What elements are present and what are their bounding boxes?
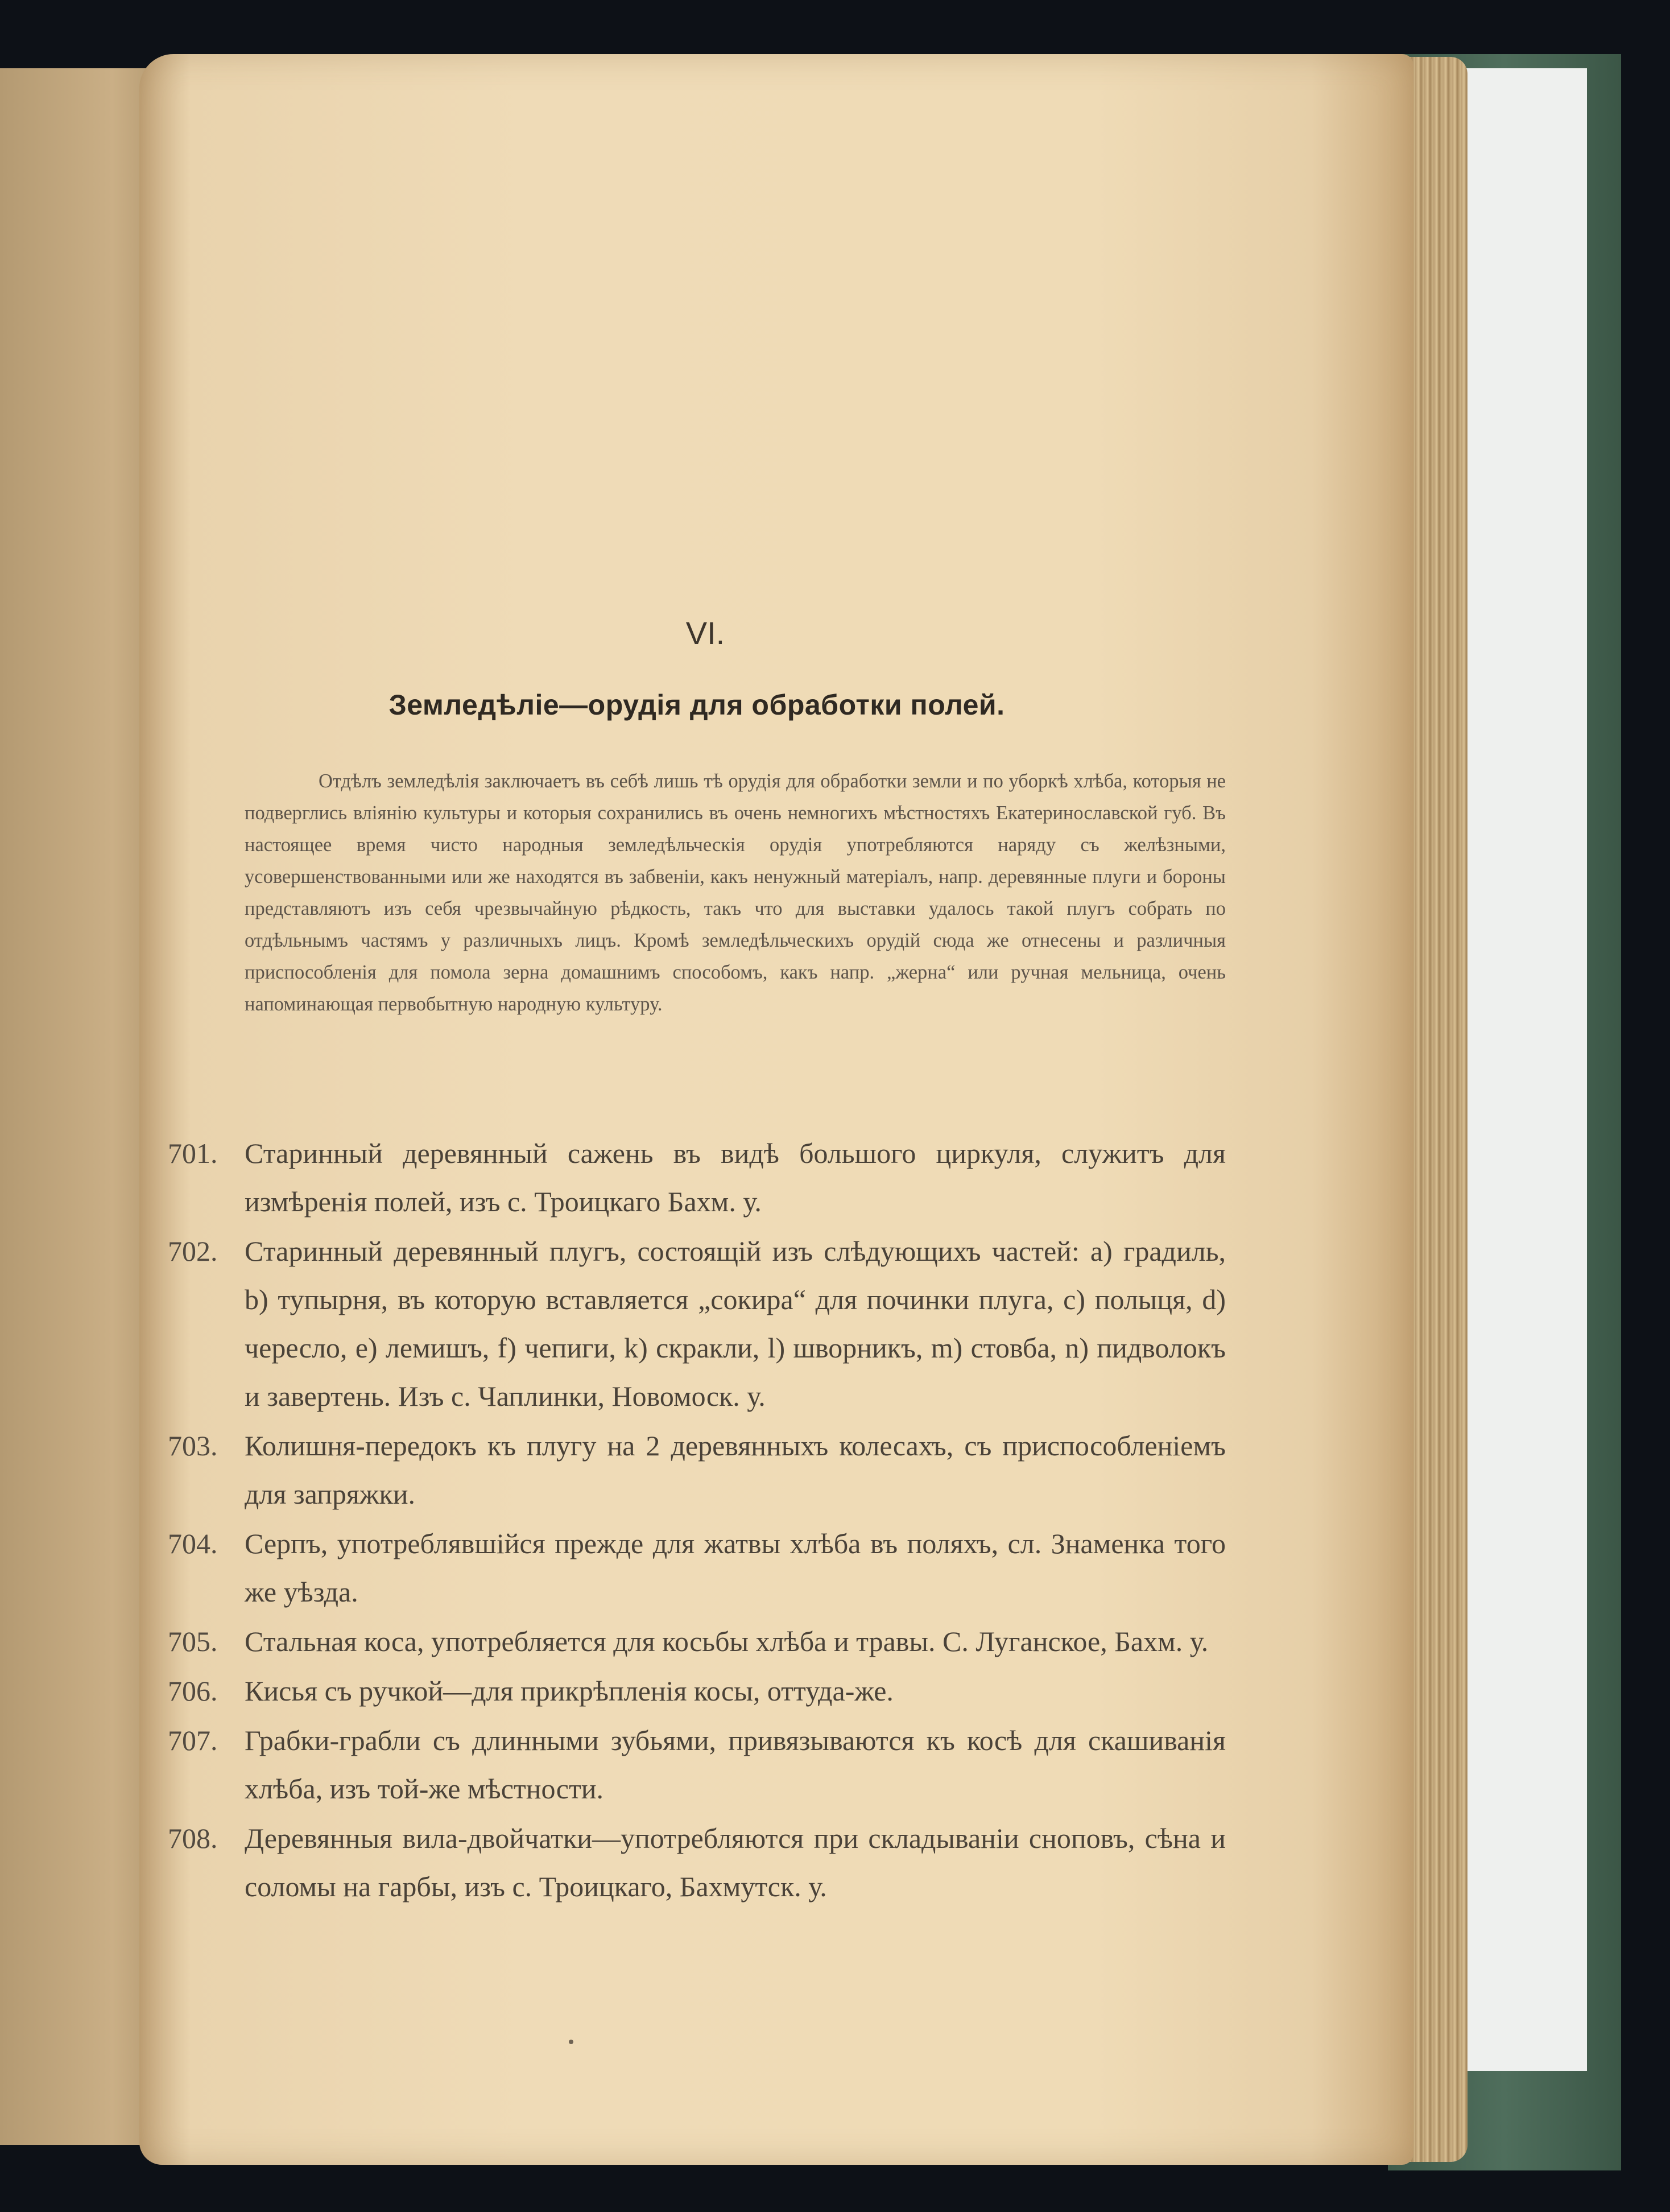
list-item [168,1617,1229,1666]
list-item [168,1667,1229,1715]
entry-number: 703. [168,1430,218,1462]
entry-text: Старинный деревянный сажень въ видѣ большого циркуля, служитъ для измѣренія полей, изъ с. Троицкаго Бахм. у. [245,1137,1226,1218]
entry-number: 704. [168,1528,218,1559]
section-number: VI. [685,615,725,651]
entry-number: 706. [168,1675,218,1707]
entry-text: Кисья съ ручкой—для прикрѣпленія косы, оттуда-же. [245,1675,894,1707]
entry-text: Деревянныя вила-двойчатки—употребляются при складываніи сноповъ, сѣна и соломы на гарбы, изъ с. Троицкаго, Бахмутск. у. [245,1822,1226,1903]
intro-paragraph: Отдѣлъ земледѣлія заключаетъ въ себѣ лишь тѣ орудія для обработки земли и по уборкѣ хлѣба, которыя не подверглись вліянію культуры и которыя сохранились въ очень немногихъ мѣстностяхъ Екатеринославской губ. Въ настоящее время чисто народныя земледѣльческія орудія употребляются наряду съ желѣзными, усовершенствованными или же находятся въ забвеніи, какъ ненужный матеріалъ, напр. деревянные плуги и бороны представляютъ изъ себя чрезвычайную рѣдкость, такъ что для выставки удалось такой плугъ собрать по отдѣльнымъ частямъ у различныхъ лицъ. Кромѣ земледѣльческихъ орудій сюда же отнесены и различныя приспособленія для помола зерна домашнимъ способомъ, какъ напр. „жерна“ или ручная мельница, очень напоминающая первобытную народную культуру. [245,770,1226,1015]
entry-text: Стальная коса, употребляется для косьбы хлѣба и травы. С. Луганское, Бахм. у. [245,1625,1209,1657]
entries-list [168,1129,1229,1912]
list-item [168,1520,1229,1616]
entry-number: 708. [168,1822,218,1854]
paper-strip [1456,68,1587,2071]
list-item [168,1129,1229,1226]
entry-text: Грабки-грабли съ длинными зубьями, привязываются къ косѣ для скашиванія хлѣба, изъ той-же мѣстности. [245,1724,1226,1805]
list-item [168,1716,1229,1813]
list-item [168,1227,1229,1421]
section-title: Земледѣліе—орудія для обработки полей. [388,689,1005,721]
list-item [168,1814,1229,1911]
entry-number: 701. [168,1137,218,1169]
entry-text: Старинный деревянный плугъ, состоящій изъ слѣдующихъ частей: a) градиль, b) тупырня, въ которую вставляется „сокира“ для починки плуга, c) полыця, d) чересло, e) лемишъ, f) чепиги, k) скракли, l) шворникъ, m) стовба, n) пидволокъ и завертень. Изъ с. Чаплинки, Новомоск. у. [245,1235,1226,1412]
entry-number: 705. [168,1625,218,1657]
entry-number: 702. [168,1235,218,1267]
ink-speck [569,2040,573,2044]
entry-text: Серпъ, употреблявшійся прежде для жатвы хлѣба въ поляхъ, сл. Знаменка того же уѣзда. [245,1528,1226,1608]
list-item [168,1422,1229,1518]
entry-number: 707. [168,1724,218,1756]
entry-text: Колишня-передокъ къ плугу на 2 деревянныхъ колесахъ, съ приспособленіемъ для запряжки. [245,1430,1226,1510]
